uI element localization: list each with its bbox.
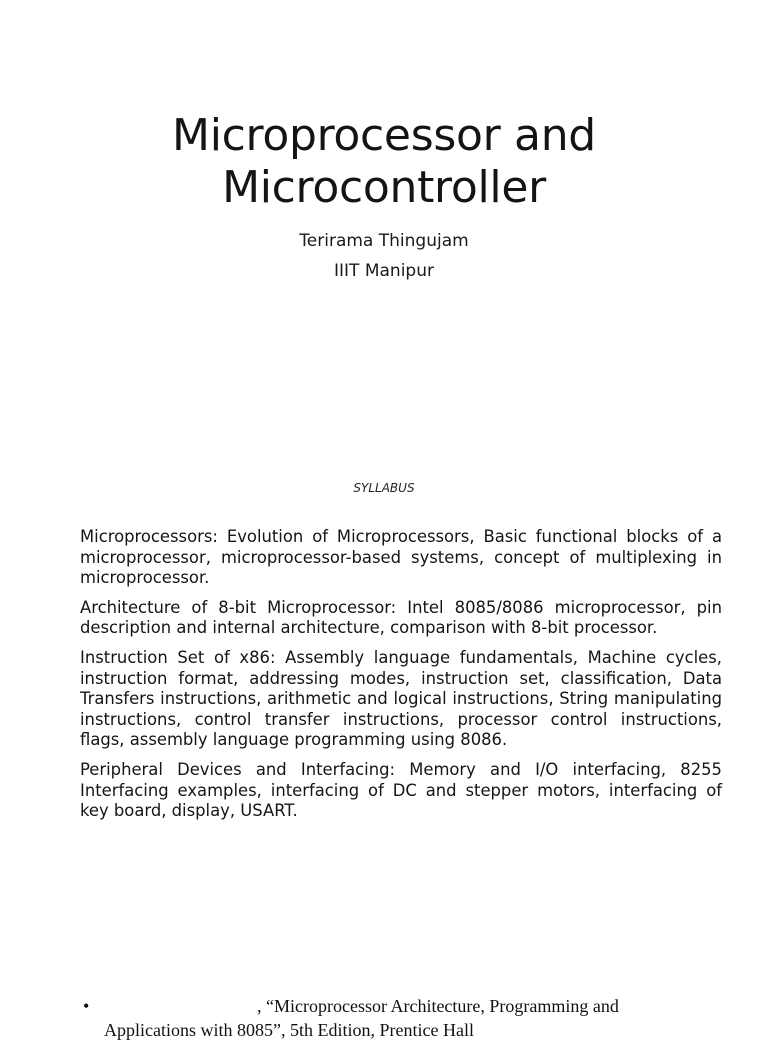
- syllabus-paragraph: Architecture of 8-bit Microprocessor: Intel 8085/8086 microprocessor, pin description and internal architecture, comparison with 8-bit processor.: [80, 597, 722, 638]
- reference-text-line-2: Applications with 8085”, 5th Edition, Prentice Hall: [104, 1020, 474, 1040]
- author-name: Terirama Thingujam: [299, 231, 469, 251]
- bullet-icon: •: [83, 996, 90, 1016]
- syllabus-paragraph: Microprocessors: Evolution of Microprocessors, Basic functional blocks of a microprocessor, microprocessor-based systems, concept of multiplexing in microprocessor.: [80, 527, 722, 588]
- syllabus-body: [80, 527, 722, 831]
- institution-name: IIIT Manipur: [334, 261, 434, 281]
- page-title: [0, 110, 768, 214]
- title-line-2: Microcontroller: [222, 162, 546, 213]
- reference-text-line-1: , “Microprocessor Architecture, Programming and: [257, 996, 619, 1016]
- syllabus-paragraph: Instruction Set of x86: Assembly language fundamentals, Machine cycles, instruction format, addressing modes, instruction set, classification, Data Transfers instructions, arithmetic and logical instructions, String manipulating instructions, control transfer instructions, processor control instructions, flags, assembly language programming using 8086.: [80, 647, 722, 750]
- syllabus-paragraph: Peripheral Devices and Interfacing: Memory and I/O interfacing, 8255 Interfacing examples, interfacing of DC and stepper motors, interfacing of key board, display, USART.: [80, 759, 722, 821]
- syllabus-heading: SYLLABUS: [353, 481, 415, 495]
- title-line-1: Microprocessor and: [172, 110, 596, 161]
- title-block: [0, 110, 768, 286]
